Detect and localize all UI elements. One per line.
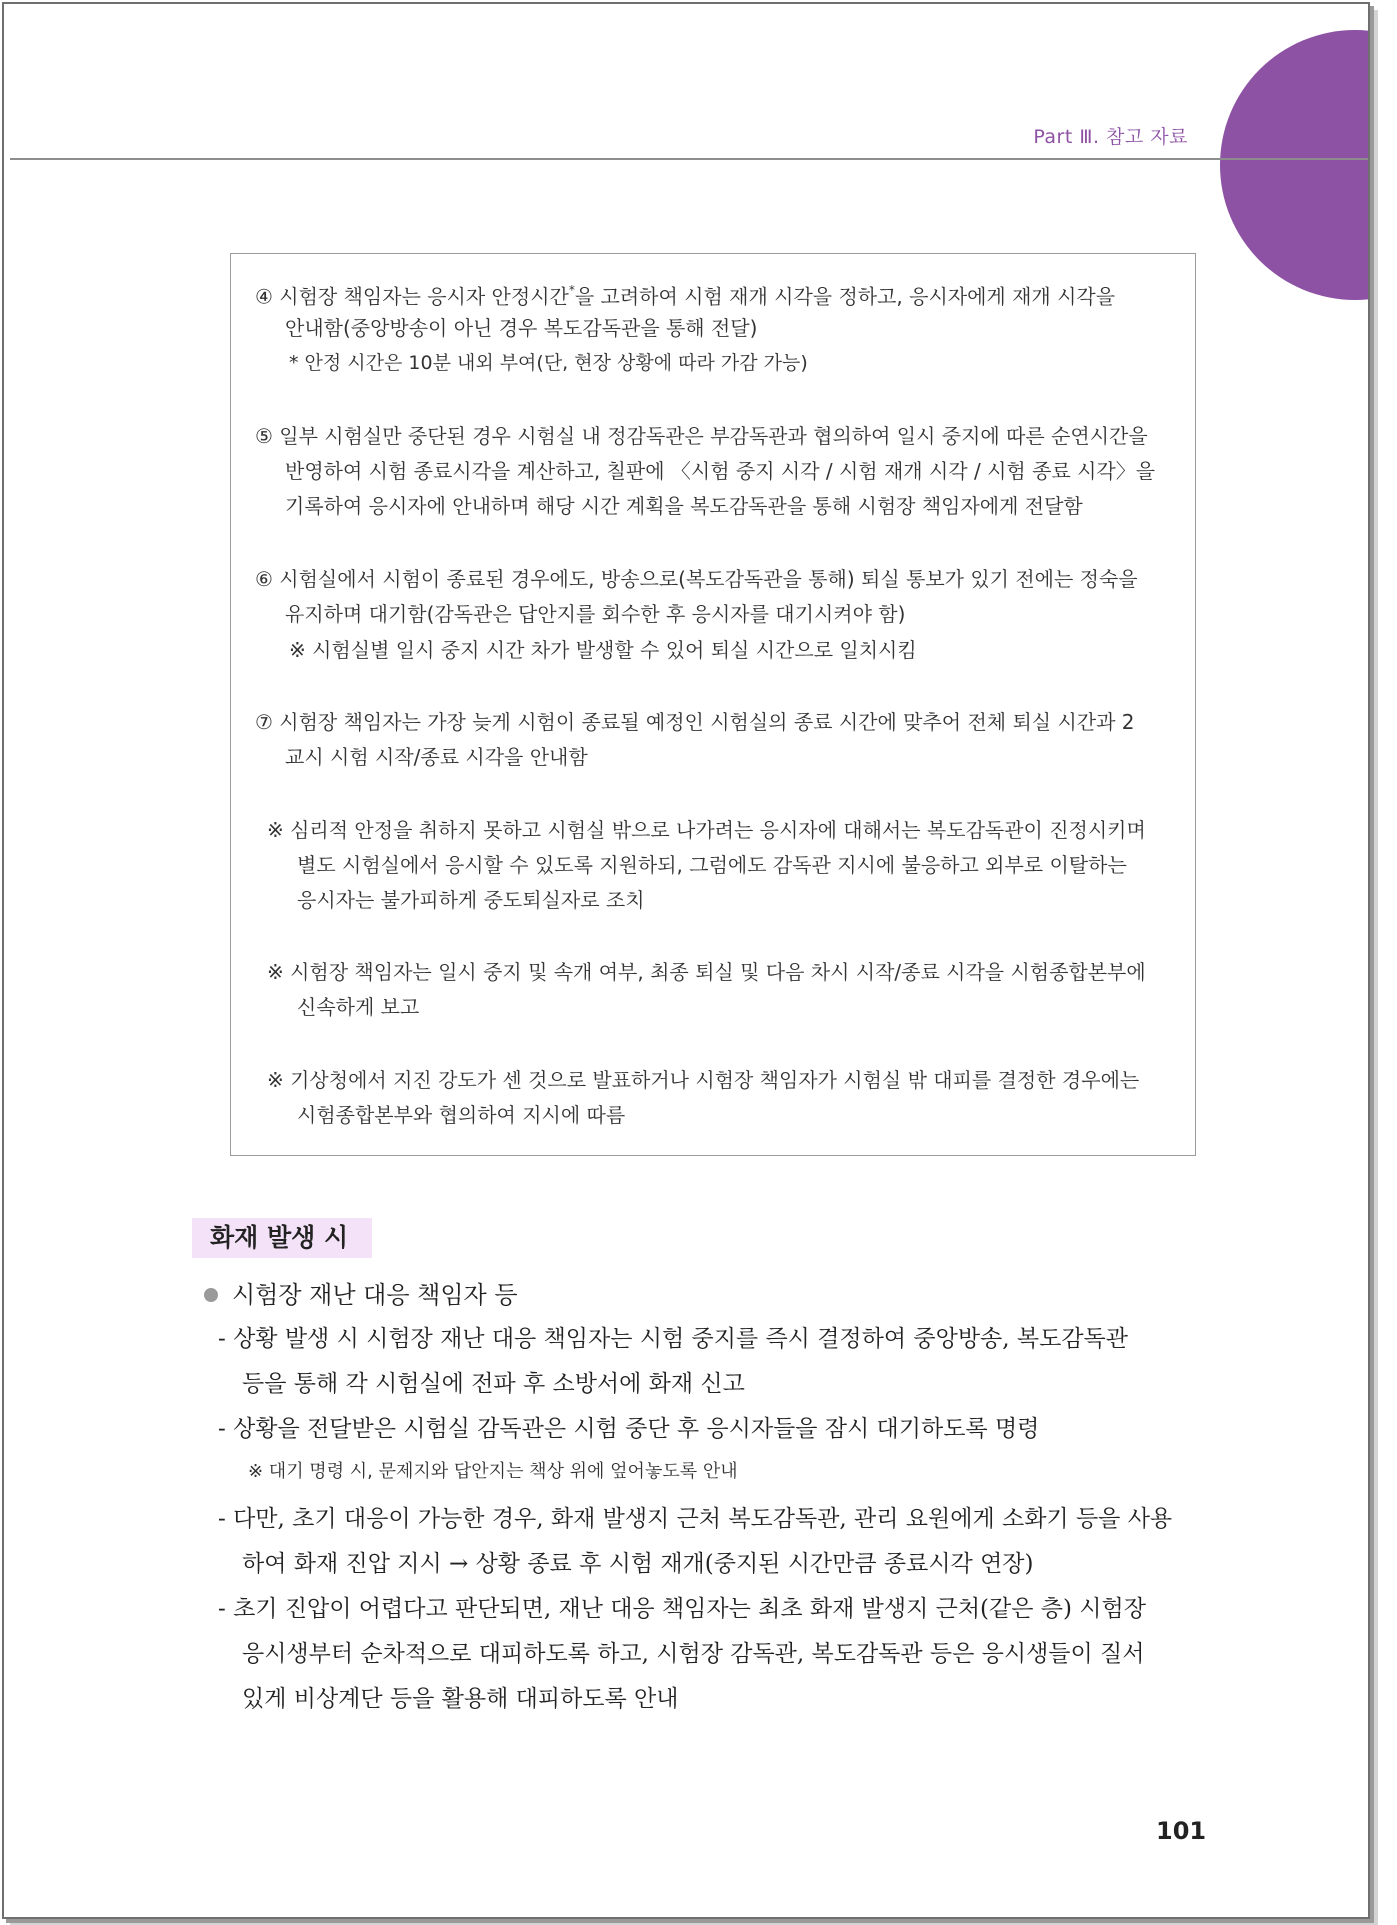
header-accent-circle bbox=[1220, 30, 1370, 300]
fire-line-3: - 다만, 초기 대응이 가능한 경우, 화재 발생지 근처 복도감독관, 관리 요원에게 소화기 등을 사용 bbox=[218, 1506, 1173, 1532]
section-title: Part Ⅲ. 참고 자료 bbox=[1033, 126, 1188, 148]
fire-line-4: - 초기 진압이 어렵다고 판단되면, 재난 대응 책임자는 최초 화재 발생지 근처(같은 층) 시험장 bbox=[218, 1596, 1146, 1622]
fire-section-heading: 화재 발생 시 bbox=[192, 1218, 372, 1258]
notice-line-7: ⑦ 시험장 책임자는 가장 늦게 시험이 종료될 예정인 시험실의 종료 시간에 맞추어 전체 퇴실 시간과 2 bbox=[255, 710, 1135, 734]
notice-line-4-cont: 안내함(중앙방송이 아닌 경우 복도감독관을 통해 전달) bbox=[285, 316, 758, 340]
fire-note: ※ 대기 명령 시, 문제지와 답안지는 책상 위에 엎어놓도록 안내 bbox=[248, 1461, 738, 1482]
fire-line-2: - 상황을 전달받은 시험실 감독관은 시험 중단 후 응시자들을 잠시 대기하도록 명령 bbox=[218, 1416, 1040, 1442]
page bbox=[2, 2, 1370, 1919]
notice-line-6-cont: 유지하며 대기함(감독관은 답안지를 회수한 후 응시자를 대기시켜야 함) bbox=[285, 602, 906, 626]
notice-remark-2-cont: 신속하게 보고 bbox=[297, 995, 420, 1019]
fire-line-1: - 상황 발생 시 시험장 재난 대응 책임자는 시험 중지를 즉시 결정하여 중앙방송, 복도감독관 bbox=[218, 1326, 1128, 1352]
notice-line-5-cont2: 기록하여 응시자에 안내하며 해당 시간 계획을 복도감독관을 통해 시험장 책임자에게 전달함 bbox=[285, 494, 1083, 518]
notice-remark-3-cont: 시험종합본부와 협의하여 지시에 따름 bbox=[297, 1103, 626, 1127]
notice-footnote: * 안정 시간은 10분 내외 부여(단, 현장 상황에 따라 가감 가능) bbox=[289, 352, 808, 374]
fire-line-4-cont2: 있게 비상계단 등을 활용해 대피하도록 안내 bbox=[242, 1686, 679, 1712]
notice-remark-1-cont: 별도 시험실에서 응시할 수 있도록 지원하되, 그럼에도 감독관 지시에 불응하고 외부로 이탈하는 bbox=[297, 853, 1127, 877]
fire-line-3-cont: 하여 화재 진압 지시 → 상황 종료 후 시험 재개(중지된 시간만큼 종료시각 연장) bbox=[242, 1551, 1034, 1577]
notice-box bbox=[230, 253, 1196, 1156]
bullet-dot-icon bbox=[204, 1288, 218, 1302]
notice-note-6: ※ 시험실별 일시 중지 시간 차가 발생할 수 있어 퇴실 시간으로 일치시킴 bbox=[289, 638, 917, 662]
notice-line-6: ⑥ 시험실에서 시험이 종료된 경우에도, 방송으로(복도감독관을 통해) 퇴실 통보가 있기 전에는 정숙을 bbox=[255, 567, 1138, 591]
fire-bullet-title: 시험장 재난 대응 책임자 등 bbox=[232, 1281, 518, 1309]
fire-line-4-cont: 응시생부터 순차적으로 대피하도록 하고, 시험장 감독관, 복도감독관 등은 응시생들이 질서 bbox=[242, 1641, 1145, 1667]
notice-remark-1: ※ 심리적 안정을 취하지 못하고 시험실 밖으로 나가려는 응시자에 대해서는 복도감독관이 진정시키며 bbox=[267, 818, 1146, 842]
header-divider bbox=[10, 158, 1370, 160]
notice-line-5: ⑤ 일부 시험실만 중단된 경우 시험실 내 정감독관은 부감독관과 협의하여 일시 중지에 따른 순연시간을 bbox=[255, 424, 1148, 448]
notice-remark-1-cont2: 응시자는 불가피하게 중도퇴실자로 조치 bbox=[297, 888, 645, 912]
notice-line-7-cont: 교시 시험 시작/종료 시각을 안내함 bbox=[285, 745, 588, 769]
notice-remark-3: ※ 기상청에서 지진 강도가 센 것으로 발표하거나 시험장 책임자가 시험실 밖 대피를 결정한 경우에는 bbox=[267, 1068, 1140, 1092]
notice-line-5-cont: 반영하여 시험 종료시각을 계산하고, 칠판에 〈시험 중지 시각 / 시험 재개 시각 / 시험 종료 시각〉을 bbox=[285, 459, 1156, 483]
notice-remark-2: ※ 시험장 책임자는 일시 중지 및 속개 여부, 최종 퇴실 및 다음 차시 시작/종료 시각을 시험종합본부에 bbox=[267, 960, 1146, 984]
notice-line-4: ④ 시험장 책임자는 응시자 안정시간*을 고려하여 시험 재개 시각을 정하고, 응시자에게 재개 시각을 bbox=[255, 283, 1116, 309]
fire-line-1-cont: 등을 통해 각 시험실에 전파 후 소방서에 화재 신고 bbox=[242, 1371, 745, 1397]
page-number: 101 bbox=[1156, 1817, 1207, 1845]
